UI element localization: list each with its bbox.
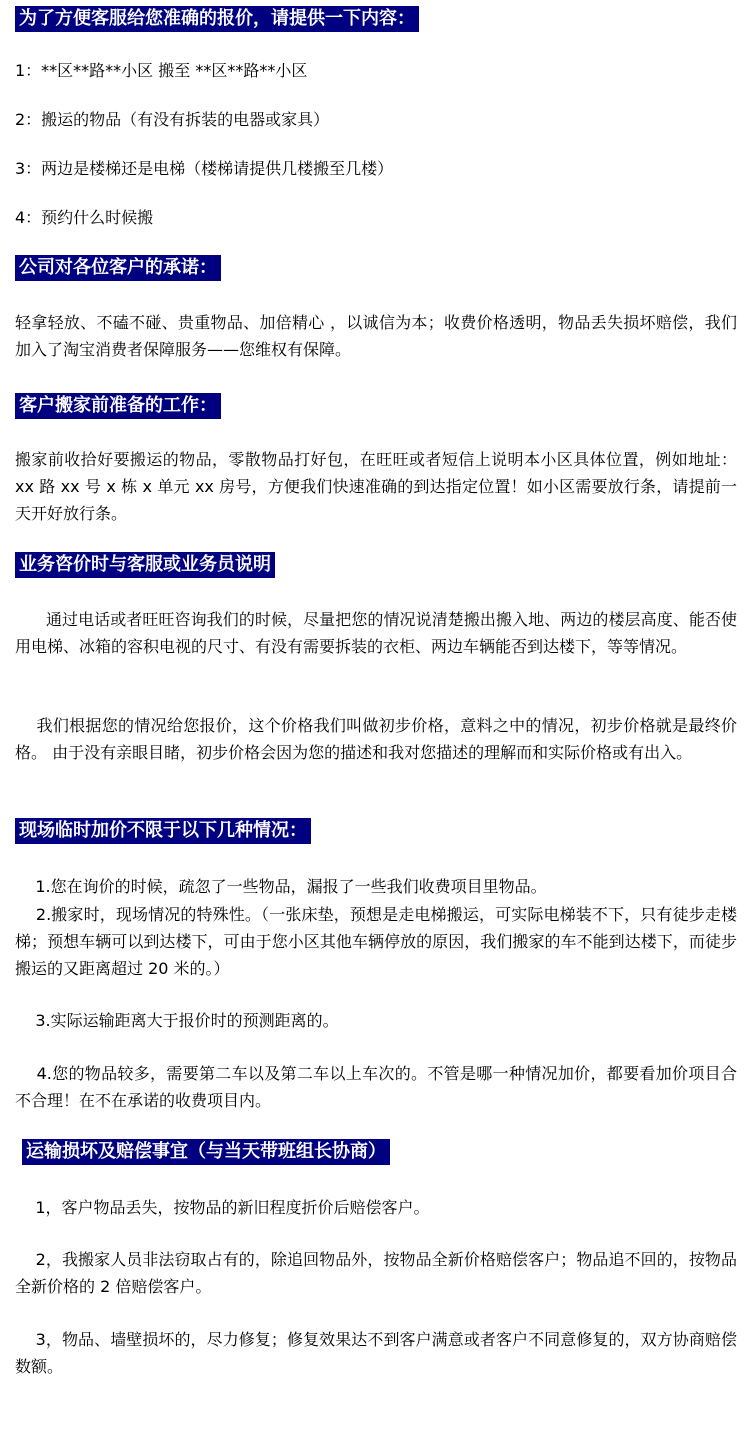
promise-body: 轻拿轻放、不磕不碰、贵重物品、加倍精心 ，以诚信为本；收费价格透明，物品丢失损坏赔偿，我们加入了淘宝消费者保障服务——您维权有保障。 — [15, 313, 737, 359]
heading-promise: 公司对各位客户的承诺： — [15, 255, 221, 281]
consult-paragraph: 通过电话或者旺旺咨询我们的时候，尽量把您的情况说清楚搬出搬入地、两边的楼层高度、能否使用电梯、冰箱的容积电视的尺寸、有没有需要拆装的衣柜、两边车辆能否到达楼下，等等情况。 — [15, 610, 737, 656]
need-info-item: 1：**区**路**小区 搬至 **区**路**小区 — [15, 61, 308, 80]
heading-prepare: 客户搬家前准备的工作： — [15, 393, 221, 419]
heading-surcharge: 现场临时加价不限于以下几种情况： — [15, 818, 311, 844]
compensation-item: 2，我搬家人员非法窃取占有的，除追回物品外，按物品全新价格赔偿客户；物品追不回的，按物品全新价格的 2 倍赔偿客户。 — [15, 1250, 737, 1296]
prepare-body: 搬家前收拾好要搬运的物品，零散物品打好包，在旺旺或者短信上说明本小区具体位置，例如地址：xx 路 xx 号 x 栋 x 单元 xx 房号，方便我们快速准确的到达指定位置！如小区需要放行条，请提前一天开好放行条。 — [15, 450, 737, 523]
surcharge-item: 4.您的物品较多，需要第二车以及第二车以上车次的。不管是哪一种情况加价，都要看加价项目合不合理！在不在承诺的收费项目内。 — [15, 1064, 737, 1110]
compensation-item: 1，客户物品丢失，按物品的新旧程度折价后赔偿客户。 — [15, 1198, 430, 1217]
surcharge-item: 1.您在询价的时候，疏忽了一些物品，漏报了一些我们收费项目里物品。 — [15, 877, 547, 896]
heading-need-info: 为了方便客服给您准确的报价，请提供一下内容： — [15, 6, 419, 32]
consult-paragraph: 我们根据您的情况给您报价，这个价格我们叫做初步价格，意料之中的情况，初步价格就是最终价格。 由于没有亲眼目睹，初步价格会因为您的描述和我对您描述的理解而和实际价格或有出入。 — [15, 716, 737, 762]
surcharge-item: 3.实际运输距离大于报价时的预测距离的。 — [15, 1011, 339, 1030]
heading-compensation: 运输损坏及赔偿事宜（与当天带班组长协商） — [22, 1139, 390, 1165]
need-info-item: 4：预约什么时候搬 — [15, 208, 154, 227]
need-info-item: 3：两边是楼梯还是电梯（楼梯请提供几楼搬至几楼） — [15, 159, 394, 178]
compensation-item: 3，物品、墙壁损坏的，尽力修复；修复效果达不到客户满意或者客户不同意修复的，双方协商赔偿数额。 — [15, 1330, 737, 1376]
need-info-item: 2：搬运的物品（有没有拆装的电器或家具） — [15, 110, 330, 129]
heading-consult: 业务咨价时与客服或业务员说明 — [15, 552, 275, 578]
surcharge-item: 2.搬家时，现场情况的特殊性。（一张床垫，预想是走电梯搬运，可实际电梯装不下，只有徒步走楼梯；预想车辆可以到达楼下，可由于您小区其他车辆停放的原因，我们搬家的车不能到达楼下，而徒步搬运的又距离超过 20 米的。） — [15, 905, 737, 978]
